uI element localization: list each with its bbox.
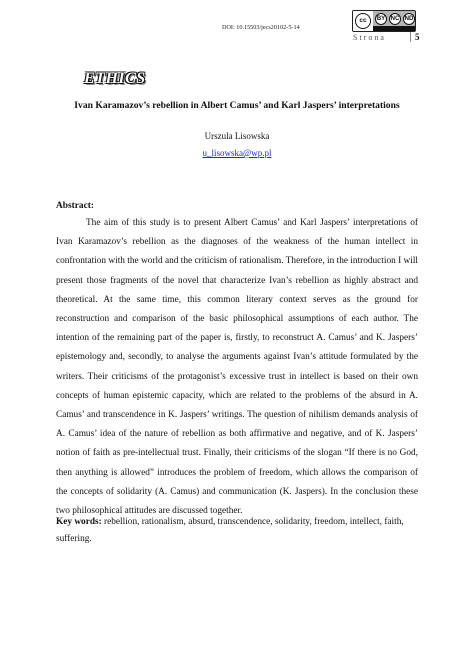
abstract-heading: Abstract: xyxy=(56,201,95,211)
page-label: Strona xyxy=(353,33,386,42)
abstract-body: The aim of this study is to present Albert Camus’ and Karl Jaspers’ interpretations of Ivan Karamazov’s rebellion as the diagnoses of the weakness of the human intellect in confrontation with the world and the criticism of rationalism. Therefore, in the introduction I will present those fragments of the novel that characterize Ivan’s rebellion as highly abstract and theoretical. At the same time, this common literary context serves as the ground for reconstruction and comparison of the basic philosophical assumptions of each author. The intention of the remaining part of the paper is, firstly, to reconstruct A. Camus’ and K. Jaspers’ epistemology and, secondly, to analyse the arguments against Ivan’s attitude formulated by the writers. Their criticisms of the protagonist’s excessive trust in intellect is based on their own concepts of human epistemic capacity, which are related to the problems of the absurd in A. Camus’ and transcendence in K. Jaspers’ writings. The question of nihilism demands analysis of A. Camus’ idea of the nature of rebellion as both affirmative and negative, and of K. Jaspers’ notion of faith as pre-intellectual trust. Finally, their criticisms of the slogan “If there is no God, then anything is allowed” introduces the problem of freedom, which allows the comparison of the concepts of solidarity (A. Camus) and communication (K. Jaspers). In the conclusion these two philosophical attitudes are discussed together. xyxy=(56,218,418,517)
keywords-label: Key words: xyxy=(56,517,102,527)
author-email-link[interactable]: u_lisowska@wp.pl xyxy=(202,148,272,158)
page-number: 5 xyxy=(410,32,420,42)
keywords-paragraph xyxy=(56,514,422,548)
noderivs-icon: ND xyxy=(403,13,415,25)
section-label: ETHICS xyxy=(84,70,146,87)
article-title: Ivan Karamazov’s rebellion in Albert Camus’ and Karl Jaspers’ interpretations xyxy=(74,100,400,111)
keywords-text: rebellion, rationalism, absurd, transcendence, solidarity, freedom, intellect, faith, suffering. xyxy=(56,517,404,544)
creative-commons-badge[interactable] xyxy=(352,10,416,32)
attribution-icon: BY xyxy=(375,13,387,25)
author-name: Urszula Lisowska xyxy=(204,131,270,141)
cc-badge-strip xyxy=(373,26,415,31)
doi-text: DOI: 10.15503/jecs20102-5-14 xyxy=(222,24,300,31)
noncommercial-icon: NC xyxy=(389,13,401,25)
cc-logo-area xyxy=(353,11,373,31)
cc-icon: cc xyxy=(355,13,371,29)
license-icons xyxy=(375,13,415,25)
